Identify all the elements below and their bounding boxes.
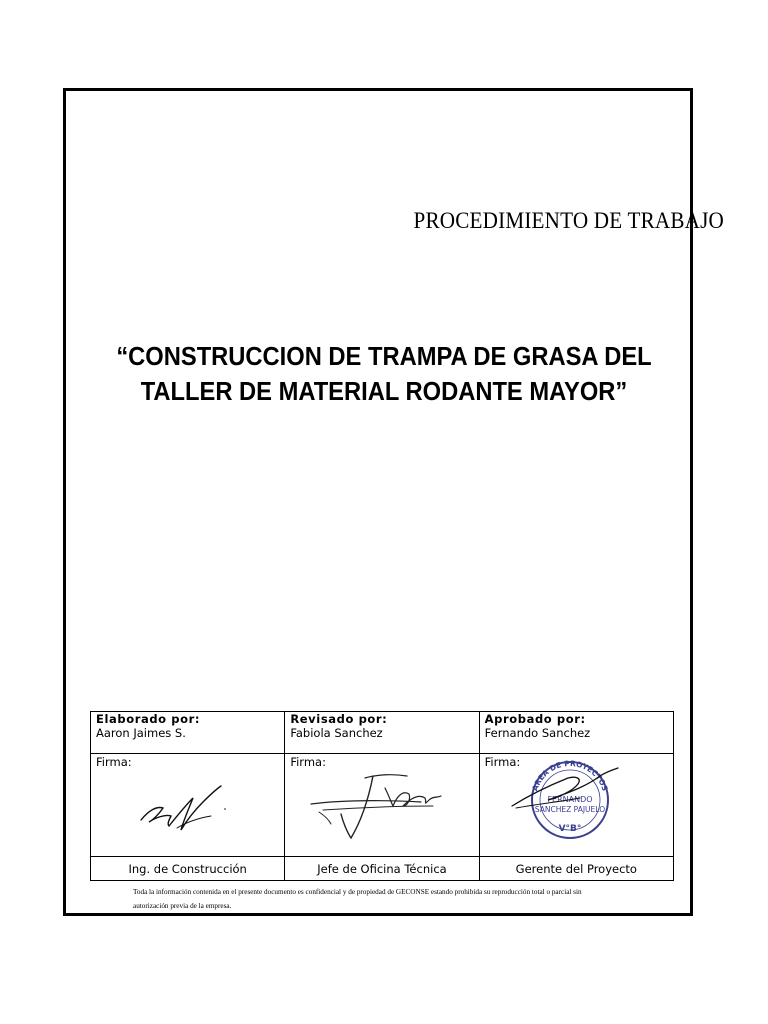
aprobado-name: Fernando Sanchez	[484, 726, 591, 740]
stamp-name-last: SANCHEZ PAJUELO	[534, 805, 605, 814]
position-aprobado: Gerente del Proyecto	[479, 857, 673, 881]
signature-aaron-image	[131, 768, 241, 843]
firma-label: Firma:	[290, 755, 326, 769]
document-type: PROCEDIMIENTO DE TRABAJO	[413, 208, 724, 233]
signature-row	[91, 754, 674, 857]
signature-fabiola-image	[303, 766, 453, 848]
revisado-label: Revisado por:	[290, 712, 388, 726]
revisado-cell	[285, 712, 479, 754]
position-elaborado: Ing. de Construcción	[91, 857, 285, 881]
revisado-name: Fabiola Sanchez	[290, 726, 383, 740]
signature-cell-elaborado	[91, 754, 285, 857]
position-row	[91, 857, 674, 881]
confidentiality-note	[133, 885, 633, 913]
approval-header-row	[91, 712, 674, 754]
stamp-name-first: FERNANDO	[547, 795, 593, 804]
footer-divider	[90, 880, 674, 881]
signature-cell-revisado	[285, 754, 479, 857]
elaborado-name: Aaron Jaimes S.	[96, 726, 186, 740]
firma-label: Firma:	[484, 755, 521, 769]
confidentiality-line-2: autorización previa de la empresa.	[133, 902, 232, 910]
elaborado-label: Elaborado por:	[96, 712, 201, 726]
approval-table	[90, 711, 674, 881]
aprobado-label: Aprobado por:	[484, 712, 586, 726]
aprobado-cell	[479, 712, 673, 754]
elaborado-cell	[91, 712, 285, 754]
document-title	[0, 340, 768, 410]
stamp-image	[508, 756, 628, 852]
position-revisado: Jefe de Oficina Técnica	[285, 857, 479, 881]
stamp-ring-text: AREA DE PROYECTOS	[529, 758, 610, 793]
stamp-vobo: V°B°	[558, 824, 582, 834]
title-line-1: “CONSTRUCCION DE TRAMPA DE GRASA DEL	[116, 343, 652, 371]
confidentiality-line-1: Toda la información contenida en el presente documento es confidencial y de propiedad de GECONSE estando prohibida su reproducción total o parcial sin	[133, 888, 582, 896]
title-line-2: TALLER DE MATERIAL RODANTE MAYOR”	[140, 378, 628, 406]
firma-label: Firma:	[96, 755, 132, 769]
signature-cell-aprobado	[479, 754, 673, 857]
